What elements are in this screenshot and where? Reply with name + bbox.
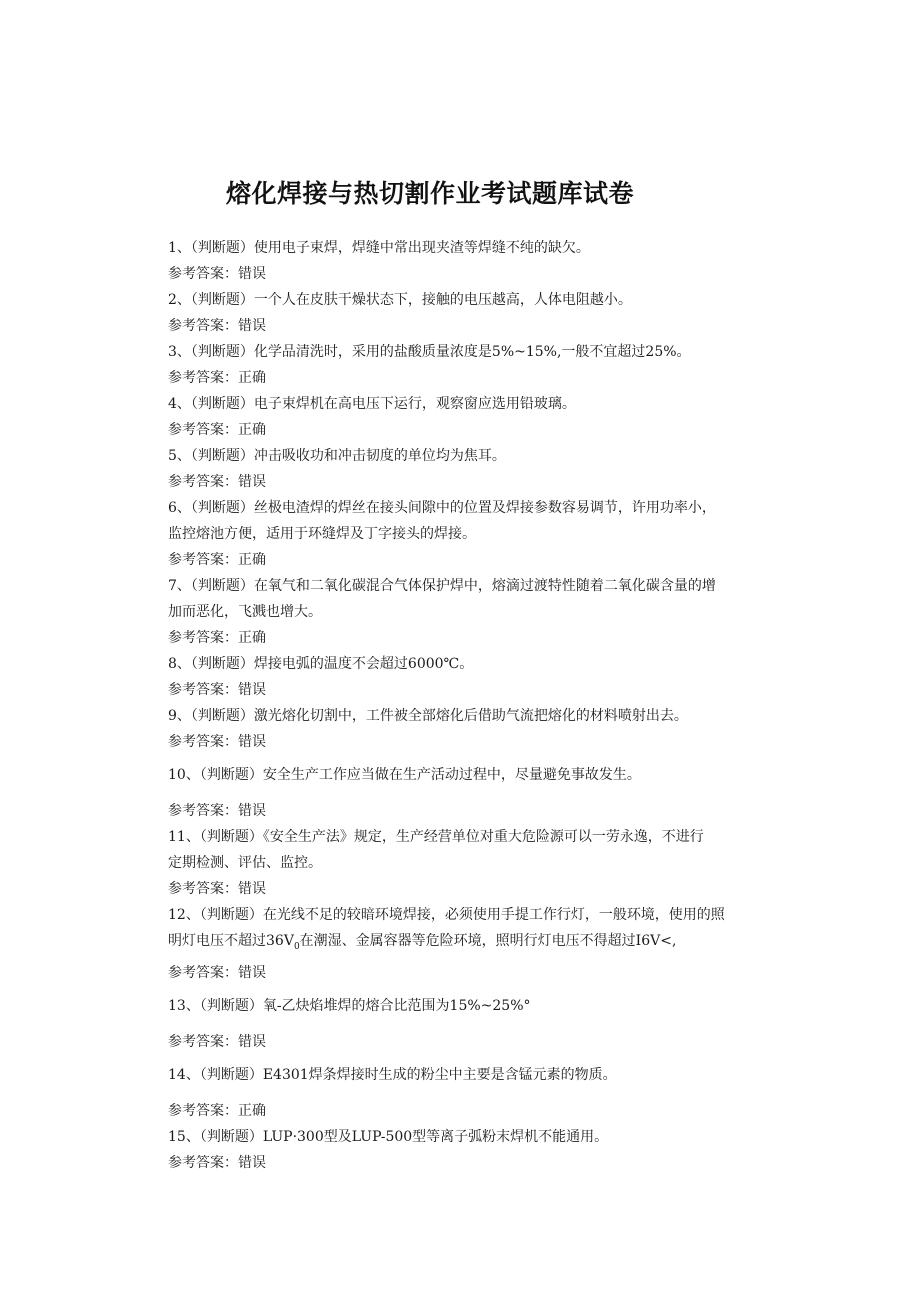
answer-3 bbox=[168, 365, 758, 391]
answer-prefix: 参考答案： bbox=[168, 266, 238, 282]
answer-5 bbox=[168, 469, 758, 495]
question-4: 4、（判断题）电子束焊机在高电压下运行，观察窗应选用铅玻璃。 bbox=[168, 396, 576, 412]
answer-15 bbox=[168, 1150, 758, 1176]
question-2: 2、（判断题）一个人在皮肤干燥状态下，接触的电压越高，人体电阻越小。 bbox=[168, 292, 632, 308]
answer-prefix: 参考答案： bbox=[168, 803, 238, 819]
answer-prefix: 参考答案： bbox=[168, 630, 238, 646]
answer-prefix: 参考答案： bbox=[168, 964, 238, 981]
question-7-line-1: 7、（判断题）在氧气和二氧化碳混合气体保护焊中，熔滴过渡特性随着二氧化碳含量的增 bbox=[168, 578, 716, 594]
answer-14 bbox=[168, 1098, 758, 1124]
answer-value: 错误 bbox=[238, 1154, 266, 1171]
question-12-text-b: 在潮湿、金属容器等危险环境，照明行灯电压不得超过I6V<, bbox=[299, 933, 677, 949]
answer-value: 正确 bbox=[238, 630, 266, 646]
answer-value: 错误 bbox=[238, 474, 266, 490]
question-6-line-1: 6、（判断题）丝极电渣焊的焊丝在接头间隙中的位置及焊接参数容易调节，许用功率小， bbox=[168, 500, 716, 516]
question-12-line-2 bbox=[168, 928, 758, 960]
question-8: 8、（判断题）焊接电弧的温度不会超过6000℃。 bbox=[168, 656, 474, 672]
answer-value: 错误 bbox=[238, 1033, 266, 1050]
answer-10 bbox=[168, 798, 758, 824]
answer-value: 错误 bbox=[238, 734, 266, 750]
answer-prefix: 参考答案： bbox=[168, 370, 238, 386]
question-10: 10、（判断题）安全生产工作应当做在生产活动过程中，尽量避免事故发生。 bbox=[168, 767, 641, 783]
answer-prefix: 参考答案： bbox=[168, 422, 238, 438]
answer-11 bbox=[168, 876, 758, 902]
question-6-line-2: 监控熔池方便，适用于环缝焊及丁字接头的焊接。 bbox=[168, 526, 476, 542]
question-11-line-2: 定期检测、评估、监控。 bbox=[168, 855, 322, 871]
question-3: 3、（判断题）化学品清洗时，采用的盐酸质量浓度是5%~15%,一般不宜超过25%。 bbox=[168, 344, 691, 360]
answer-4 bbox=[168, 417, 758, 443]
answer-6 bbox=[168, 547, 758, 573]
answer-prefix: 参考答案： bbox=[168, 1154, 238, 1171]
answer-value: 错误 bbox=[238, 881, 266, 897]
answer-2 bbox=[168, 313, 758, 339]
answer-prefix: 参考答案： bbox=[168, 318, 238, 334]
answer-value: 正确 bbox=[238, 552, 266, 568]
question-12-text-a: 明灯电压不超过36V bbox=[168, 933, 294, 949]
answer-value: 正确 bbox=[238, 370, 266, 386]
answer-prefix: 参考答案： bbox=[168, 881, 238, 897]
answer-value: 正确 bbox=[238, 1102, 266, 1119]
answer-value: 错误 bbox=[238, 803, 266, 819]
answer-12 bbox=[168, 960, 758, 986]
answer-prefix: 参考答案： bbox=[168, 474, 238, 490]
question-12-subscript: 0 bbox=[293, 941, 300, 952]
answer-13 bbox=[168, 1029, 758, 1055]
question-1: 1、（判断题）使用电子束焊，焊缝中常出现夹渣等焊缝不纯的缺欠。 bbox=[168, 240, 590, 256]
answer-prefix: 参考答案： bbox=[168, 1102, 238, 1119]
answer-value: 错误 bbox=[238, 964, 266, 981]
question-11-line-1: 11、（判断题）《安全生产法》规定，生产经营单位对重大危险源可以一劳永逸，不进行 bbox=[168, 829, 704, 845]
answer-8 bbox=[168, 677, 758, 703]
answer-prefix: 参考答案： bbox=[168, 552, 238, 568]
answer-1 bbox=[168, 261, 758, 287]
question-12-line-1: 12、（判断题）在光线不足的较暗环境焊接，必须使用手提工作行灯，一般环境，使用的照 bbox=[168, 907, 725, 923]
answer-value: 正确 bbox=[238, 422, 266, 438]
answer-7 bbox=[168, 625, 758, 651]
question-15: 15、（判断题）LUP·300型及LUP-500型等离子弧粉末焊机不能通用。 bbox=[168, 1128, 609, 1145]
answer-prefix: 参考答案： bbox=[168, 682, 238, 698]
answer-9 bbox=[168, 729, 758, 755]
question-13: 13、（判断题）氧-乙炔焰堆焊的熔合比范围为15%~25%° bbox=[168, 997, 531, 1014]
question-7-line-2: 加而恶化，飞溅也增大。 bbox=[168, 604, 322, 620]
answer-prefix: 参考答案： bbox=[168, 734, 238, 750]
answer-prefix: 参考答案： bbox=[168, 1033, 238, 1050]
page-title: 熔化焊接与热切割作业考试题库试卷 bbox=[225, 179, 634, 208]
question-5: 5、（判断题）冲击吸收功和冲击韧度的单位均为焦耳。 bbox=[168, 448, 506, 464]
answer-value: 错误 bbox=[238, 266, 266, 282]
question-14: 14、（判断题）E4301焊条焊接时生成的粉尘中主要是含锰元素的物质。 bbox=[168, 1066, 617, 1083]
question-list bbox=[168, 235, 758, 1176]
answer-value: 错误 bbox=[238, 682, 266, 698]
question-9: 9、（判断题）激光熔化切割中，工件被全部熔化后借助气流把熔化的材料喷射出去。 bbox=[168, 708, 688, 724]
answer-value: 错误 bbox=[238, 318, 266, 334]
